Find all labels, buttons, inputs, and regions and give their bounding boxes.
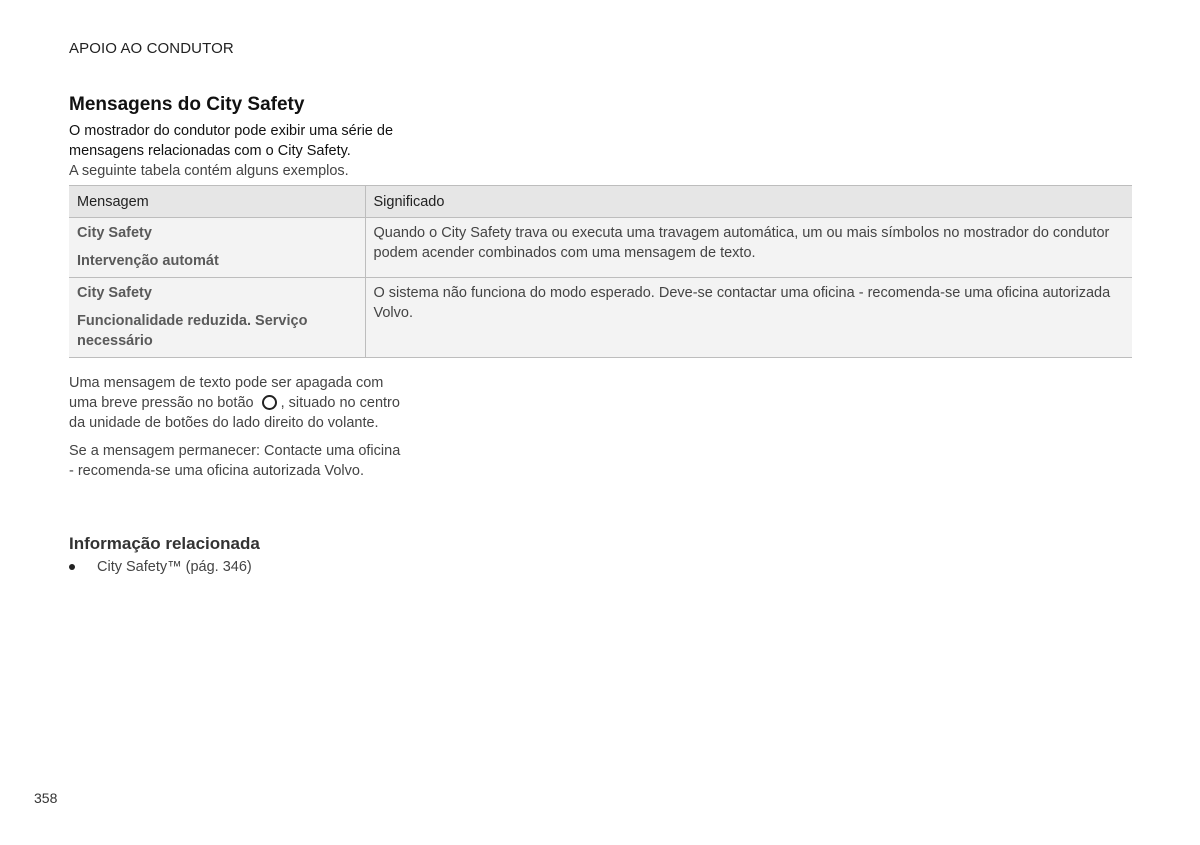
table-row — [69, 278, 1132, 358]
persist-paragraph: Se a mensagem permanecer: Contacte uma oficina - recomenda-se uma oficina autorizada Volvo. — [69, 443, 401, 479]
circle-button-icon — [262, 395, 277, 410]
message-line: Funcionalidade reduzida. Serviço necessário — [77, 313, 308, 349]
message-line: City Safety — [77, 225, 152, 241]
message-cell — [69, 278, 365, 358]
dismiss-text-end: , situado no centro da unidade de botões do lado direito do volante. — [69, 395, 400, 431]
related-link-city-safety[interactable] — [69, 557, 252, 577]
column-header-message: Mensagem — [69, 186, 365, 218]
column-header-meaning: Significado — [365, 186, 1132, 218]
message-line: City Safety — [77, 285, 152, 301]
meaning-cell — [365, 278, 1132, 358]
page-number: 358 — [34, 790, 58, 806]
page-title: Mensagens do City Safety — [69, 94, 305, 115]
bullet-icon — [69, 564, 75, 570]
section-header: APOIO AO CONDUTOR — [69, 40, 234, 57]
meaning-text: Quando o City Safety trava ou executa uma travagem automática, um ou mais símbolos no mostrador do condutor podem acender combinados com uma mensagem de texto. — [373, 225, 1110, 261]
dismiss-paragraph — [69, 373, 404, 433]
message-cell — [69, 218, 365, 278]
intro-paragraph: O mostrador do condutor pode exibir uma série de mensagens relacionadas com o City Safety. — [69, 123, 394, 159]
meaning-text: O sistema não funciona do modo esperado. Deve-se contactar uma oficina - recomenda-se uma oficina autorizada Volvo. — [373, 285, 1111, 321]
message-line: Intervenção automát — [77, 253, 219, 269]
table-row — [69, 218, 1132, 278]
related-info-list — [69, 557, 252, 577]
meaning-cell — [365, 218, 1132, 278]
related-link-label: City Safety™ (pág. 346) — [97, 559, 252, 575]
related-info-heading: Informação relacionada — [69, 534, 260, 553]
table-intro: A seguinte tabela contém alguns exemplos. — [69, 163, 349, 179]
dismiss-text-start: Uma mensagem de texto pode ser apagada com uma breve pressão no botão — [69, 375, 384, 411]
body-text — [69, 373, 404, 489]
messages-table — [69, 185, 1132, 358]
table-header-row — [69, 186, 1132, 218]
